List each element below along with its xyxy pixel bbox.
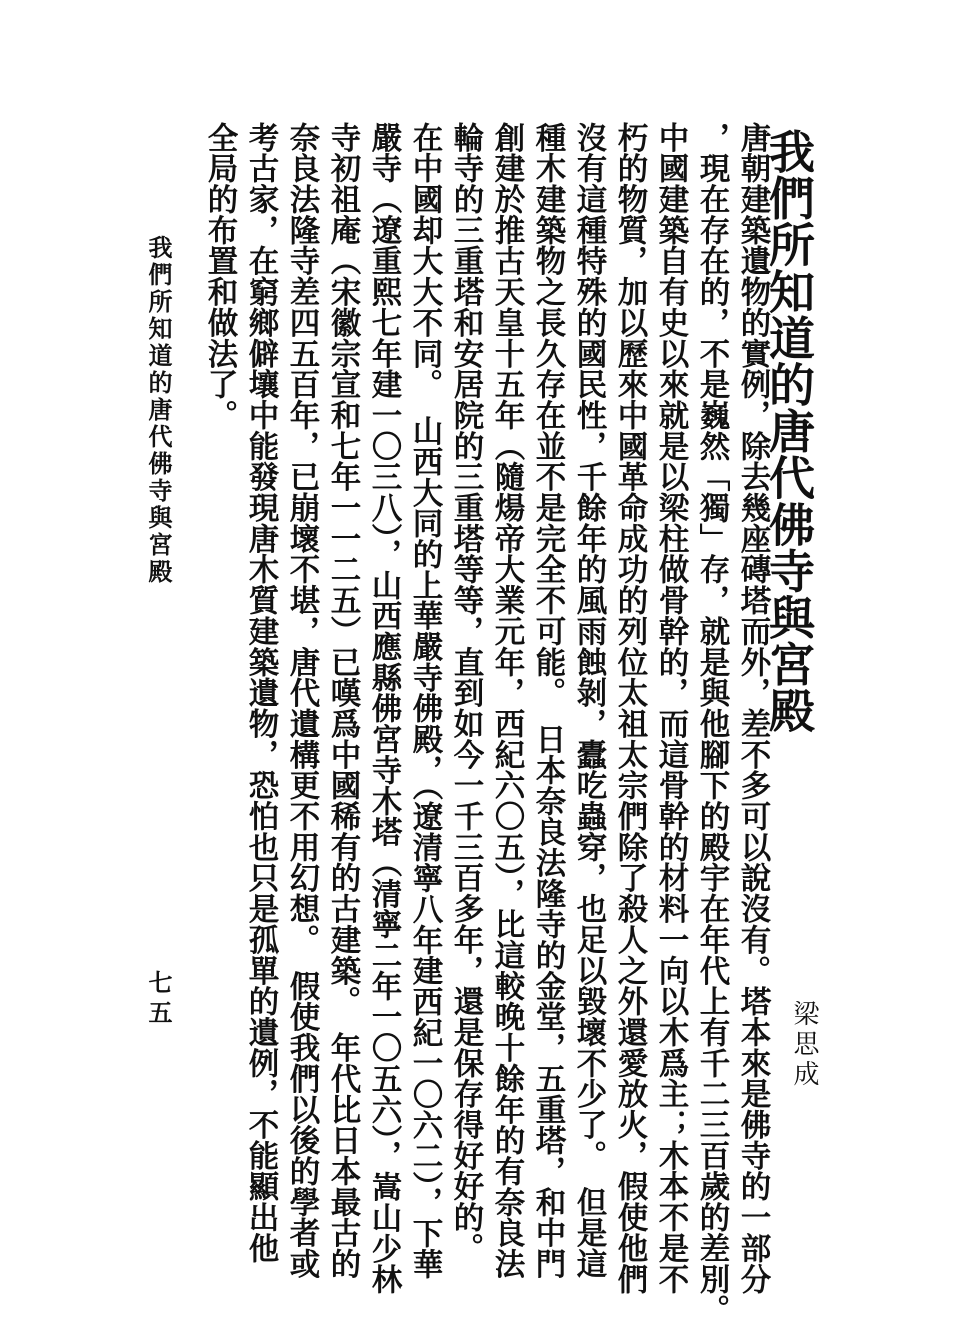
body-line: 考古家，在窮鄉僻壤中能發現唐木質建築遺物，恐怕也只是孤單的遺例，不能顯出他	[243, 122, 279, 1264]
body-line: 奈良法隆寺差四五百年，已崩壞不堪，唐代遺構更不用幻想。 假使我們以後的學者或	[284, 122, 320, 1280]
body-line: 朽的物質，加以歷來中國革命成功的列位太祖太宗們除了殺人之外還愛放火，假使他們	[612, 122, 648, 1295]
article-title: 我們所知道的唐代佛寺與宮殿	[762, 128, 816, 734]
body-line: 種木建築物之長久存在並不是完全不可能。 日本奈良法隆寺的金堂，五重塔，和中門	[530, 122, 566, 1280]
page-number: 七五	[144, 970, 173, 1030]
body-line: 沒有這種特殊的國民性，千餘年的風雨蝕剝，蠹吃蟲穿，也足以毀壞不少了。 但是這	[571, 122, 607, 1280]
body-line: 創建於推古天皇十五年（隨煬帝大業元年，西紀六〇五），比這較晚十餘年的有奈良法	[489, 122, 525, 1280]
body-line: 輪寺的三重塔和安居院的三重塔等等，直到如今一千三百多年，還是保存得好好的。	[448, 122, 484, 1264]
article-author: 梁思成	[789, 1000, 819, 1090]
body-line: 嚴寺（遼重熙七年建一〇三八），山西應縣佛宮寺木塔（清寧二年一〇五六），嵩山少林	[366, 122, 402, 1295]
body-line: 全局的布置和做法了。	[202, 122, 238, 431]
body-line: 寺初祖庵（宋徽宗宣和七年一一二五）已嘆爲中國稀有的古建築。 年代比日本最古的	[325, 122, 361, 1280]
body-line: ，現在存在的，不是巍然「獨」存，就是與他腳下的殿宇在年代上有千二三百歲的差別。	[694, 122, 730, 1325]
body-line: 唐朝建築遺物的實例，除去幾座磚塔而外，差不多可以說沒有。塔本來是佛寺的一部分	[735, 122, 771, 1295]
body-line: 中國建築自有史以來就是以梁柱做骨幹的，而這骨幹的材料一向以木爲主；木本不是不	[653, 122, 689, 1295]
running-head: 我們所知道的唐代佛寺與宮殿	[144, 235, 173, 586]
body-line: 在中國却大大不同。 山西大同的上華嚴寺佛殿，（遼清寧八年建西紀一〇六二），下華	[407, 122, 443, 1280]
